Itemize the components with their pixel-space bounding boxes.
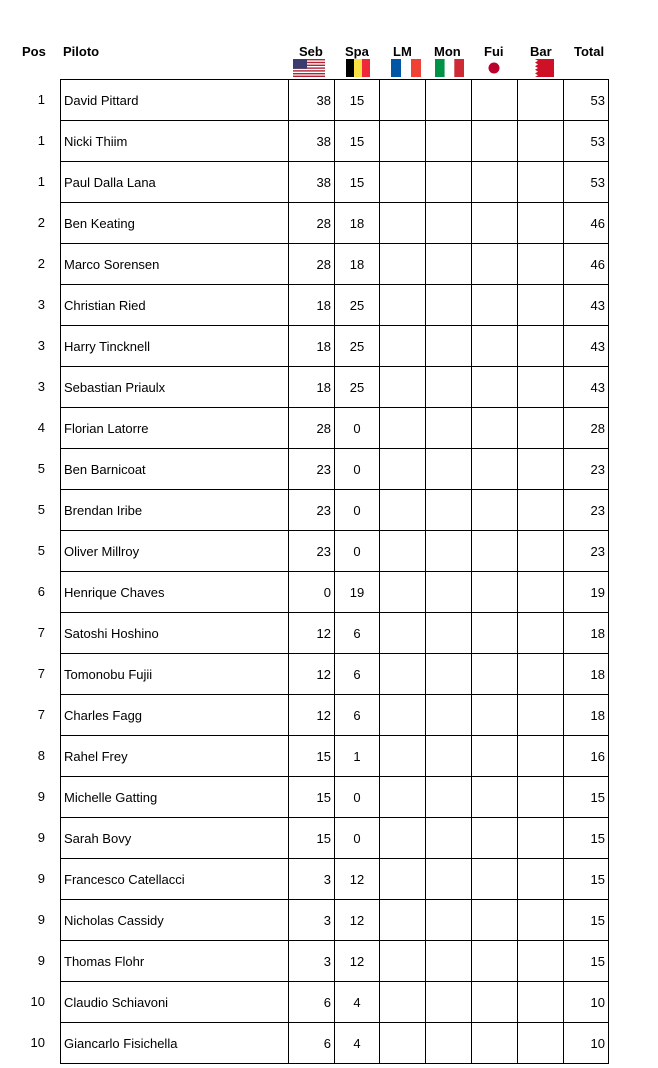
spa-points-cell: 25 xyxy=(335,367,380,408)
fuji-points-cell xyxy=(472,777,518,818)
sebring-points-cell: 23 xyxy=(289,490,335,531)
table-row xyxy=(61,613,609,654)
monza-points-cell xyxy=(426,695,472,736)
header-bar: Bar xyxy=(530,44,552,59)
position-label: 5 xyxy=(37,502,45,517)
table-row xyxy=(61,203,609,244)
position-label: 7 xyxy=(37,666,45,681)
sebring-points-cell: 38 xyxy=(289,121,335,162)
total-points-cell: 15 xyxy=(564,941,609,982)
position-label: 1 xyxy=(37,174,45,189)
spa-points-cell: 15 xyxy=(335,80,380,121)
total-points-cell: 15 xyxy=(564,859,609,900)
le-mans-points-cell xyxy=(380,80,426,121)
sebring-points-cell: 12 xyxy=(289,654,335,695)
driver-name-cell: Giancarlo Fisichella xyxy=(61,1023,289,1064)
table-row xyxy=(61,326,609,367)
fuji-points-cell xyxy=(472,859,518,900)
sebring-points-cell: 15 xyxy=(289,818,335,859)
le-mans-points-cell xyxy=(380,408,426,449)
monza-points-cell xyxy=(426,449,472,490)
fuji-points-cell xyxy=(472,244,518,285)
sebring-points-cell: 18 xyxy=(289,367,335,408)
spa-points-cell: 4 xyxy=(335,982,380,1023)
monza-points-cell xyxy=(426,490,472,531)
fuji-points-cell xyxy=(472,818,518,859)
table-row xyxy=(61,572,609,613)
bahrain-points-cell xyxy=(518,285,564,326)
spa-points-cell: 0 xyxy=(335,408,380,449)
driver-name-cell: Oliver Millroy xyxy=(61,531,289,572)
driver-name-cell: Claudio Schiavoni xyxy=(61,982,289,1023)
fuji-points-cell xyxy=(472,531,518,572)
total-points-cell: 43 xyxy=(564,285,609,326)
driver-name-cell: Sebastian Priaulx xyxy=(61,367,289,408)
bahrain-points-cell xyxy=(518,1023,564,1064)
position-label: 10 xyxy=(30,994,45,1009)
position-label: 7 xyxy=(37,707,45,722)
france-flag-icon xyxy=(391,59,421,77)
sebring-points-cell: 0 xyxy=(289,572,335,613)
belgium-flag-icon xyxy=(346,59,370,77)
spa-points-cell: 6 xyxy=(335,654,380,695)
table-row xyxy=(61,654,609,695)
monza-points-cell xyxy=(426,1023,472,1064)
bahrain-points-cell xyxy=(518,859,564,900)
header-piloto: Piloto xyxy=(63,44,100,59)
le-mans-points-cell xyxy=(380,777,426,818)
sebring-points-cell: 23 xyxy=(289,531,335,572)
driver-name-cell: Tomonobu Fujii xyxy=(61,654,289,695)
fuji-points-cell xyxy=(472,367,518,408)
monza-points-cell xyxy=(426,654,472,695)
driver-name-cell: Christian Ried xyxy=(61,285,289,326)
total-points-cell: 18 xyxy=(564,654,609,695)
monza-points-cell xyxy=(426,572,472,613)
header-seb: Seb xyxy=(299,44,323,59)
spa-points-cell: 0 xyxy=(335,449,380,490)
le-mans-points-cell xyxy=(380,326,426,367)
position-label: 3 xyxy=(37,297,45,312)
total-points-cell: 18 xyxy=(564,613,609,654)
sebring-points-cell: 28 xyxy=(289,244,335,285)
fuji-points-cell xyxy=(472,203,518,244)
sebring-points-cell: 15 xyxy=(289,736,335,777)
driver-name-cell: Nicki Thiim xyxy=(61,121,289,162)
sebring-points-cell: 6 xyxy=(289,982,335,1023)
table-row xyxy=(61,408,609,449)
le-mans-points-cell xyxy=(380,818,426,859)
bahrain-points-cell xyxy=(518,326,564,367)
monza-points-cell xyxy=(426,900,472,941)
table-row xyxy=(61,531,609,572)
bahrain-points-cell xyxy=(518,121,564,162)
position-label: 3 xyxy=(37,379,45,394)
bahrain-points-cell xyxy=(518,695,564,736)
table-row xyxy=(61,367,609,408)
monza-points-cell xyxy=(426,244,472,285)
monza-points-cell xyxy=(426,613,472,654)
table-row xyxy=(61,859,609,900)
spa-points-cell: 0 xyxy=(335,777,380,818)
sebring-points-cell: 3 xyxy=(289,859,335,900)
driver-name-cell: Harry Tincknell xyxy=(61,326,289,367)
bahrain-points-cell xyxy=(518,408,564,449)
bahrain-points-cell xyxy=(518,531,564,572)
fuji-points-cell xyxy=(472,941,518,982)
monza-points-cell xyxy=(426,736,472,777)
fuji-points-cell xyxy=(472,326,518,367)
total-points-cell: 10 xyxy=(564,1023,609,1064)
total-points-cell: 16 xyxy=(564,736,609,777)
fuji-points-cell xyxy=(472,654,518,695)
total-points-cell: 23 xyxy=(564,531,609,572)
spa-points-cell: 18 xyxy=(335,244,380,285)
table-row xyxy=(61,818,609,859)
spa-points-cell: 19 xyxy=(335,572,380,613)
bahrain-points-cell xyxy=(518,900,564,941)
sebring-points-cell: 23 xyxy=(289,449,335,490)
le-mans-points-cell xyxy=(380,531,426,572)
total-points-cell: 10 xyxy=(564,982,609,1023)
fuji-points-cell xyxy=(472,449,518,490)
fuji-points-cell xyxy=(472,408,518,449)
header-lm: LM xyxy=(393,44,412,59)
spa-points-cell: 15 xyxy=(335,162,380,203)
driver-name-cell: Ben Barnicoat xyxy=(61,449,289,490)
sebring-points-cell: 15 xyxy=(289,777,335,818)
spa-points-cell: 6 xyxy=(335,613,380,654)
spa-points-cell: 15 xyxy=(335,121,380,162)
le-mans-points-cell xyxy=(380,244,426,285)
sebring-points-cell: 12 xyxy=(289,695,335,736)
total-points-cell: 46 xyxy=(564,203,609,244)
position-label: 2 xyxy=(37,256,45,271)
le-mans-points-cell xyxy=(380,449,426,490)
table-row xyxy=(61,695,609,736)
header-pos: Pos xyxy=(22,44,46,59)
le-mans-points-cell xyxy=(380,736,426,777)
driver-name-cell: Brendan Iribe xyxy=(61,490,289,531)
driver-name-cell: Nicholas Cassidy xyxy=(61,900,289,941)
header-spa: Spa xyxy=(345,44,369,59)
position-label: 3 xyxy=(37,338,45,353)
le-mans-points-cell xyxy=(380,121,426,162)
spa-points-cell: 18 xyxy=(335,203,380,244)
total-points-cell: 43 xyxy=(564,367,609,408)
spa-points-cell: 0 xyxy=(335,490,380,531)
table-row xyxy=(61,900,609,941)
monza-points-cell xyxy=(426,121,472,162)
table-row xyxy=(61,941,609,982)
total-points-cell: 53 xyxy=(564,162,609,203)
le-mans-points-cell xyxy=(380,695,426,736)
monza-points-cell xyxy=(426,203,472,244)
table-row xyxy=(61,1023,609,1064)
spa-points-cell: 6 xyxy=(335,695,380,736)
monza-points-cell xyxy=(426,982,472,1023)
bahrain-points-cell xyxy=(518,367,564,408)
position-label: 6 xyxy=(37,584,45,599)
driver-name-cell: Charles Fagg xyxy=(61,695,289,736)
driver-name-cell: Ben Keating xyxy=(61,203,289,244)
table-row xyxy=(61,736,609,777)
position-label: 9 xyxy=(37,789,45,804)
total-points-cell: 15 xyxy=(564,777,609,818)
bahrain-points-cell xyxy=(518,982,564,1023)
fuji-points-cell xyxy=(472,490,518,531)
position-label: 9 xyxy=(37,871,45,886)
le-mans-points-cell xyxy=(380,941,426,982)
spa-points-cell: 1 xyxy=(335,736,380,777)
le-mans-points-cell xyxy=(380,490,426,531)
driver-name-cell: Paul Dalla Lana xyxy=(61,162,289,203)
sebring-points-cell: 38 xyxy=(289,80,335,121)
le-mans-points-cell xyxy=(380,285,426,326)
fuji-points-cell xyxy=(472,162,518,203)
bahrain-points-cell xyxy=(518,244,564,285)
total-points-cell: 15 xyxy=(564,900,609,941)
standings-table xyxy=(60,79,609,1064)
fuji-points-cell xyxy=(472,121,518,162)
fuji-points-cell xyxy=(472,285,518,326)
fuji-points-cell xyxy=(472,613,518,654)
sebring-points-cell: 18 xyxy=(289,285,335,326)
japan-flag-icon xyxy=(478,59,510,77)
position-label: 8 xyxy=(37,748,45,763)
total-points-cell: 43 xyxy=(564,326,609,367)
header-total: Total xyxy=(574,44,605,59)
sebring-points-cell: 18 xyxy=(289,326,335,367)
fuji-points-cell xyxy=(472,982,518,1023)
driver-name-cell: David Pittard xyxy=(61,80,289,121)
le-mans-points-cell xyxy=(380,572,426,613)
total-points-cell: 19 xyxy=(564,572,609,613)
spa-points-cell: 25 xyxy=(335,326,380,367)
total-points-cell: 53 xyxy=(564,80,609,121)
position-label: 9 xyxy=(37,912,45,927)
driver-name-cell: Michelle Gatting xyxy=(61,777,289,818)
total-points-cell: 15 xyxy=(564,818,609,859)
sebring-points-cell: 28 xyxy=(289,408,335,449)
le-mans-points-cell xyxy=(380,203,426,244)
table-row xyxy=(61,490,609,531)
le-mans-points-cell xyxy=(380,654,426,695)
position-label: 4 xyxy=(37,420,45,435)
monza-points-cell xyxy=(426,941,472,982)
spa-points-cell: 25 xyxy=(335,285,380,326)
monza-points-cell xyxy=(426,285,472,326)
sebring-points-cell: 28 xyxy=(289,203,335,244)
monza-points-cell xyxy=(426,777,472,818)
bahrain-points-cell xyxy=(518,941,564,982)
italy-flag-icon xyxy=(435,59,464,77)
position-label: 5 xyxy=(37,461,45,476)
table-row xyxy=(61,244,609,285)
fuji-points-cell xyxy=(472,736,518,777)
spa-points-cell: 12 xyxy=(335,859,380,900)
monza-points-cell xyxy=(426,859,472,900)
monza-points-cell xyxy=(426,162,472,203)
sebring-points-cell: 3 xyxy=(289,941,335,982)
monza-points-cell xyxy=(426,80,472,121)
spa-points-cell: 0 xyxy=(335,531,380,572)
driver-name-cell: Florian Latorre xyxy=(61,408,289,449)
le-mans-points-cell xyxy=(380,1023,426,1064)
fuji-points-cell xyxy=(472,80,518,121)
bahrain-points-cell xyxy=(518,203,564,244)
bahrain-points-cell xyxy=(518,490,564,531)
total-points-cell: 46 xyxy=(564,244,609,285)
position-label: 2 xyxy=(37,215,45,230)
driver-name-cell: Rahel Frey xyxy=(61,736,289,777)
table-row xyxy=(61,285,609,326)
driver-name-cell: Satoshi Hoshino xyxy=(61,613,289,654)
le-mans-points-cell xyxy=(380,613,426,654)
monza-points-cell xyxy=(426,408,472,449)
position-label: 5 xyxy=(37,543,45,558)
monza-points-cell xyxy=(426,367,472,408)
spa-points-cell: 12 xyxy=(335,900,380,941)
monza-points-cell xyxy=(426,531,472,572)
header-fui: Fui xyxy=(484,44,504,59)
sebring-points-cell: 3 xyxy=(289,900,335,941)
table-row xyxy=(61,449,609,490)
position-label: 9 xyxy=(37,830,45,845)
position-label: 7 xyxy=(37,625,45,640)
position-label: 10 xyxy=(30,1035,45,1050)
driver-name-cell: Francesco Catellacci xyxy=(61,859,289,900)
total-points-cell: 18 xyxy=(564,695,609,736)
le-mans-points-cell xyxy=(380,900,426,941)
total-points-cell: 23 xyxy=(564,490,609,531)
bahrain-points-cell xyxy=(518,80,564,121)
spa-points-cell: 4 xyxy=(335,1023,380,1064)
driver-name-cell: Henrique Chaves xyxy=(61,572,289,613)
total-points-cell: 53 xyxy=(564,121,609,162)
fuji-points-cell xyxy=(472,695,518,736)
bahrain-points-cell xyxy=(518,654,564,695)
fuji-points-cell xyxy=(472,1023,518,1064)
bahrain-points-cell xyxy=(518,818,564,859)
table-row xyxy=(61,80,609,121)
table-row xyxy=(61,982,609,1023)
position-label: 1 xyxy=(37,92,45,107)
le-mans-points-cell xyxy=(380,859,426,900)
table-row xyxy=(61,162,609,203)
bahrain-points-cell xyxy=(518,162,564,203)
bahrain-points-cell xyxy=(518,777,564,818)
position-label: 1 xyxy=(37,133,45,148)
le-mans-points-cell xyxy=(380,162,426,203)
bahrain-flag-icon xyxy=(528,59,554,77)
header-mon: Mon xyxy=(434,44,461,59)
sebring-points-cell: 12 xyxy=(289,613,335,654)
sebring-points-cell: 38 xyxy=(289,162,335,203)
bahrain-points-cell xyxy=(518,449,564,490)
driver-name-cell: Sarah Bovy xyxy=(61,818,289,859)
table-row xyxy=(61,777,609,818)
bahrain-points-cell xyxy=(518,572,564,613)
driver-name-cell: Marco Sorensen xyxy=(61,244,289,285)
le-mans-points-cell xyxy=(380,367,426,408)
position-label: 9 xyxy=(37,953,45,968)
total-points-cell: 23 xyxy=(564,449,609,490)
bahrain-points-cell xyxy=(518,736,564,777)
bahrain-points-cell xyxy=(518,613,564,654)
fuji-points-cell xyxy=(472,900,518,941)
usa-flag-icon xyxy=(293,59,325,77)
driver-name-cell: Thomas Flohr xyxy=(61,941,289,982)
sebring-points-cell: 6 xyxy=(289,1023,335,1064)
monza-points-cell xyxy=(426,818,472,859)
total-points-cell: 28 xyxy=(564,408,609,449)
spa-points-cell: 0 xyxy=(335,818,380,859)
table-row xyxy=(61,121,609,162)
fuji-points-cell xyxy=(472,572,518,613)
spa-points-cell: 12 xyxy=(335,941,380,982)
monza-points-cell xyxy=(426,326,472,367)
le-mans-points-cell xyxy=(380,982,426,1023)
